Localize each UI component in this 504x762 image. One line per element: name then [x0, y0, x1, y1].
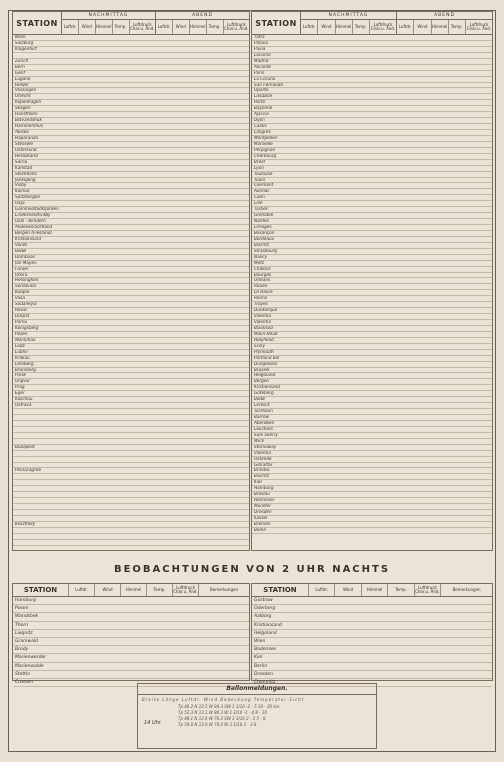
night-col-bemerkungen: Bemerkungen — [452, 586, 481, 592]
station-row — [252, 638, 492, 646]
station-name: Keszthely — [15, 521, 36, 526]
station-name: Reval — [15, 308, 27, 313]
station-name: Östersund — [15, 147, 37, 152]
col-luftdruck: Luftdr. — [156, 20, 173, 34]
station-name: Dresden — [254, 510, 272, 514]
station-name: Kiel — [254, 655, 263, 661]
station-name: Utsira — [15, 272, 28, 277]
station-name: Ungvar — [15, 379, 31, 384]
station-name: Gammelstadsfjorden — [15, 207, 59, 212]
station-name: Langres — [254, 130, 271, 134]
ballon-station: 14 Uhr — [144, 720, 161, 726]
col-himmel: Himmel — [190, 20, 207, 34]
station-name: Vardö — [15, 242, 28, 247]
station-name: Holyhead — [254, 337, 274, 342]
station-name: Posen — [15, 606, 29, 612]
station-name: Posen — [15, 331, 28, 336]
station-name: Caen — [254, 195, 265, 200]
station-name: Oslo - Blindern — [15, 219, 46, 224]
station-name: Oporto — [254, 88, 269, 93]
station-name: Kristiansand — [254, 622, 282, 628]
station-name: Strasbourg — [254, 248, 278, 253]
station-name: Lissabon — [254, 94, 273, 99]
station-name: Bourges — [254, 272, 272, 277]
station-name: Valentia — [254, 320, 271, 324]
col-luftdruck-char: Luftdruck Char.u. Änd. — [466, 21, 492, 31]
station-name: Stockholm — [15, 171, 38, 176]
nachmittag-label: NACHMITTAG — [301, 12, 396, 20]
station-name: Châlons — [254, 266, 271, 271]
station-name: Hamburg — [15, 598, 36, 603]
station-name: Bergen — [254, 379, 270, 384]
station-name: Dombaas — [15, 254, 35, 259]
station-row — [13, 671, 249, 679]
station-name: Prag — [15, 385, 25, 390]
station-header: STATION — [252, 12, 301, 34]
station-name: Bodø — [254, 397, 265, 402]
station-name: Tarbes — [254, 207, 268, 212]
station-name: Lyon — [254, 165, 264, 170]
station-row — [252, 597, 492, 605]
station-name: Alicante — [254, 64, 271, 69]
station-name: Tatra — [254, 35, 265, 39]
station-name: Stensele — [15, 141, 34, 146]
station-name: Ostrava — [15, 403, 32, 408]
station-name: Bremen — [254, 521, 271, 526]
station-row — [13, 663, 249, 671]
station-name: Brest — [254, 159, 265, 164]
night-col-station: STATION — [13, 584, 69, 596]
station-name: Hammershus — [15, 124, 43, 129]
station-row — [13, 630, 249, 638]
station-name: Crossen — [15, 679, 34, 685]
nachmittag-group — [301, 12, 397, 34]
night-col-char: Luftdruck Char.u. Änd. — [415, 584, 440, 594]
ballon-header: Breite Länge Luftdr. Wind Bedeckung Temperatur Sicht — [142, 697, 305, 702]
station-name: Nancy — [254, 254, 268, 259]
station-row — [252, 528, 492, 534]
station-name: Kiel — [254, 480, 262, 485]
col-wind: Wind — [79, 20, 96, 34]
night-table-right — [251, 583, 493, 685]
station-name: Lodz — [15, 343, 25, 348]
station-name: Lerwick — [254, 403, 270, 408]
station-name: Lille — [254, 201, 263, 206]
station-name: Tours — [254, 177, 266, 182]
station-name: Thorn — [15, 622, 29, 628]
station-name: Marienwalde — [15, 663, 44, 669]
night-header-left — [13, 584, 249, 597]
weather-sheet — [8, 10, 496, 752]
station-name: Abisko — [15, 130, 29, 134]
station-name: Dijon — [254, 118, 265, 123]
station-name: Scilly — [254, 343, 265, 348]
station-name: Madrid — [254, 58, 269, 63]
night-col-station: STATION — [252, 584, 309, 596]
station-name: Leuchars — [254, 426, 273, 431]
station-name: Pärnu — [15, 320, 28, 324]
station-name: Genf — [15, 70, 25, 75]
station-name: Biarritz — [254, 474, 270, 479]
station-name: Kristiansund — [15, 236, 41, 241]
station-name: Kristiansand — [254, 385, 280, 390]
station-name: Montpellier — [254, 135, 278, 140]
station-name: Blacksod — [254, 325, 273, 330]
station-row — [13, 638, 249, 646]
station-name: Aberdeen — [254, 420, 275, 425]
station-name: Bern — [15, 64, 25, 69]
station-name: Lublin — [15, 349, 28, 354]
station-name: Paris — [254, 70, 265, 75]
station-row — [13, 654, 249, 662]
ballon-title: Ballonmeldungen. — [138, 684, 376, 695]
col-himmel: Himmel — [96, 20, 113, 34]
ballon-line: Tp 46.2 N 12.5 W 84.3 SW 1 1/10 -2 - 5 10 - 20 km — [178, 704, 280, 709]
abend-group — [397, 12, 492, 34]
station-name: Kalmar — [15, 189, 30, 194]
station-name: San Fernando — [254, 82, 284, 87]
station-name: Kaschau — [15, 397, 33, 402]
ballon-line: Tp 54.0 N 13.0 W 74.0 W 3 1/10 3 - 3 8 — [178, 722, 257, 727]
station-name: Vlissingen — [15, 88, 37, 93]
station-name: Gibraltar — [254, 462, 273, 467]
station-name: Särna — [15, 159, 28, 164]
abend-label: ABEND — [397, 12, 492, 20]
station-name: Grenoble — [254, 213, 274, 218]
col-luftdruck-char: Luftdruck Char.u. Änd. — [370, 21, 396, 31]
col-luftdruck-char: Luftdruck Char.u. Änd. — [130, 21, 155, 31]
station-name: Sordavala — [15, 284, 36, 289]
station-name: Gramwald — [15, 638, 39, 644]
station-name: Besançon — [254, 230, 275, 235]
station-name: Pavia — [254, 46, 266, 51]
station-name: Porto — [254, 100, 266, 105]
night-col-luftdruck: Luftdr. — [69, 584, 95, 596]
station-name: Orléans — [254, 278, 271, 283]
station-name: Salzburg — [15, 40, 34, 45]
night-observations-title: BEOBACHTUNGEN VON 2 UHR NACHTS — [113, 564, 391, 575]
station-row — [13, 622, 249, 630]
station-name: Rouen — [254, 284, 268, 289]
station-name: Bordeaux — [254, 236, 275, 241]
station-name: Blåvandshuk — [15, 118, 42, 123]
station-name: Bergen (Flesland) — [15, 230, 53, 235]
col-luftdruck: Luftdr. — [301, 20, 318, 34]
station-name: Warschau — [15, 337, 36, 342]
station-name: Brindisi — [254, 468, 270, 473]
station-name: Bromberg — [15, 367, 36, 372]
station-name: Wick — [254, 438, 265, 443]
station-name: Zürich — [15, 58, 29, 63]
col-luftdruck: Luftdr. — [397, 20, 414, 34]
station-name: Liegnitz — [15, 630, 33, 636]
station-name: Malin Head — [254, 331, 278, 336]
right-station-rows — [252, 35, 492, 534]
station-name: Krakau — [15, 355, 30, 360]
station-name: Helgoland — [254, 373, 276, 378]
col-himmel: Himmel — [336, 20, 353, 34]
station-name: Kopenhagen — [15, 100, 42, 105]
station-name: Lemberg — [15, 361, 34, 366]
station-row — [13, 605, 249, 613]
station-name: Lugano — [15, 76, 31, 81]
station-name: Marienwerder — [15, 655, 47, 661]
station-header: STATION — [13, 12, 62, 34]
station-name: Bayonne — [254, 106, 273, 111]
station-name: Stettin — [15, 671, 31, 677]
station-name: Chemnitz — [254, 679, 276, 685]
station-name: Budapest — [15, 444, 35, 449]
station-name: Berlin — [254, 527, 267, 532]
station-name: Valentia — [254, 314, 271, 319]
station-name: Visby — [15, 183, 27, 188]
station-name: Tórshavn — [254, 409, 273, 414]
station-name: La Coruña — [254, 76, 276, 81]
station-name: Nantes — [254, 219, 269, 224]
left-station-rows — [13, 35, 249, 546]
col-himmel: Himmel — [432, 20, 449, 34]
abend-group — [156, 12, 249, 34]
station-name: Cherbourg — [254, 153, 277, 158]
station-name: Hannover — [254, 498, 275, 503]
station-row — [252, 654, 492, 662]
station-name: Wien — [254, 638, 266, 644]
night-rows-left — [13, 597, 249, 687]
station-name: Marseille — [254, 141, 273, 146]
station-name: Oderberg — [254, 606, 276, 612]
night-col-himmel: Himmel — [362, 584, 388, 596]
station-row — [252, 663, 492, 671]
station-name: Kassel — [254, 515, 268, 520]
station-name: Limoges — [254, 225, 272, 229]
station-row — [13, 646, 249, 654]
col-wind: Wind — [414, 20, 431, 34]
station-name: Portland Bill — [254, 355, 280, 360]
station-name: Berlin — [254, 663, 268, 669]
station-name: Toulouse — [254, 171, 273, 176]
station-name: Valentia — [254, 450, 271, 455]
station-name: Aalborg — [254, 614, 272, 620]
station-name: Pinsk — [15, 373, 26, 378]
station-name: Biarritz — [254, 242, 270, 247]
station-row — [252, 646, 492, 654]
night-col-luftdruck: Luftdr. — [309, 584, 335, 596]
station-name: Eger — [15, 391, 25, 396]
col-luftdruck-char: Luftdruck Char.u. Änd. — [224, 21, 249, 31]
station-name: Spitzbergen — [15, 195, 41, 200]
station-name: Wandsbek — [15, 614, 39, 620]
station-row — [13, 540, 249, 546]
nachmittag-label: NACHMITTAG — [62, 12, 155, 20]
night-col-temp: Temp. — [147, 584, 173, 596]
station-name: Vasa — [15, 296, 25, 301]
ballon-line: Tp 48.1 N 12.6 W 76.2 SW 3 3/10 2 - 3 5 - 8 — [178, 716, 266, 721]
station-name: Andenes/Sortland — [15, 225, 53, 229]
col-luftdruck: Luftdr. — [62, 20, 79, 34]
station-name: Ajaccio — [254, 112, 269, 117]
station-name: Hanstholm — [15, 112, 38, 117]
night-col-temp: Temp. — [388, 584, 414, 596]
station-row — [13, 597, 249, 605]
station-name: Plymouth — [254, 349, 274, 354]
ballon-reports-box — [137, 683, 377, 749]
station-name: Helgoland — [254, 630, 277, 636]
station-name: Dorpat — [15, 314, 30, 319]
station-name: Stornoway — [254, 444, 277, 449]
station-row — [13, 613, 249, 621]
station-name: Klagenfurt — [15, 46, 37, 51]
night-rows-right — [252, 597, 492, 687]
nachmittag-group — [62, 12, 156, 34]
col-temp: Temp. — [113, 20, 130, 34]
station-name: Calais — [254, 124, 267, 129]
col-temp: Temp. — [449, 20, 466, 34]
station-name: Göteborg — [254, 391, 274, 396]
night-col-himmel: Himmel — [121, 584, 147, 596]
station-name: Breslau — [254, 492, 270, 497]
night-table-left — [12, 583, 250, 685]
station-name: Karlstad — [15, 165, 33, 170]
station-name: Troyes — [254, 302, 268, 307]
station-name: Perpignan — [254, 147, 276, 152]
station-name: Ostende — [254, 456, 272, 461]
abend-label: ABEND — [156, 12, 249, 20]
station-name: Lindesnes/Kvitøy — [15, 213, 51, 218]
station-name: Aurillac — [254, 189, 270, 194]
station-name: Locarno — [254, 52, 271, 57]
station-name: Dungeness — [254, 361, 278, 366]
station-name: Pálava — [254, 40, 268, 45]
station-row — [252, 605, 492, 613]
station-name: Güstrow — [254, 598, 273, 603]
station-name: Helder — [15, 82, 29, 87]
station-name: Le Havre — [254, 290, 273, 295]
station-name: Helsingfors — [15, 278, 39, 283]
col-wind: Wind — [173, 20, 190, 34]
station-name: Clermont — [254, 183, 274, 188]
right-table — [251, 11, 493, 551]
station-name: Jan Mayen — [15, 260, 37, 265]
night-col-bemerkungen: Bemerkungen — [209, 586, 238, 592]
station-name: Dresden — [254, 671, 273, 677]
station-name: Bodø — [15, 248, 26, 253]
station-row — [252, 622, 492, 630]
station-name: Skagen — [15, 106, 31, 111]
left-table-header — [13, 12, 249, 35]
col-temp: Temp. — [353, 20, 370, 34]
station-name: Brody — [15, 647, 29, 653]
station-name: Sule Skerry — [254, 432, 278, 437]
station-name: Sodankylä — [15, 302, 37, 307]
night-col-wind: Wind — [95, 584, 121, 596]
left-table — [12, 11, 250, 551]
station-row — [252, 613, 492, 621]
station-name: Metz — [254, 260, 265, 265]
night-header-right — [252, 584, 492, 597]
ballon-line: Tp 52.3 N 13.1 W 88.3 W 1 2/10 -1 - 4 8 - 10 — [178, 710, 267, 715]
station-name: Barrow — [254, 415, 269, 419]
station-name: Jönköping — [15, 177, 36, 182]
right-table-header — [252, 12, 492, 35]
station-name: Kuopio — [15, 290, 30, 295]
station-name: Bodensee — [254, 647, 277, 653]
station-name: Hamburg — [254, 486, 274, 491]
station-name: Pecs/Zagreb — [15, 468, 42, 473]
station-name: Oxjo — [15, 201, 25, 206]
station-row — [252, 630, 492, 638]
station-name: Herödsand — [15, 153, 38, 158]
station-name: Münster — [254, 504, 272, 509]
station-name: Färöer — [15, 266, 29, 271]
col-temp: Temp. — [207, 20, 224, 34]
station-row — [252, 671, 492, 679]
station-name: Utrecht — [15, 94, 31, 99]
col-wind: Wind — [318, 20, 335, 34]
station-name: Haparanda — [15, 135, 39, 140]
night-col-wind: Wind — [335, 584, 361, 596]
station-name: Wien — [15, 35, 26, 39]
station-name: Reims — [254, 296, 267, 301]
station-name: Dunkerque — [254, 308, 278, 313]
station-name: Brüssel — [254, 367, 270, 372]
night-col-char: Luftdruck Char.u. Änd. — [173, 584, 198, 594]
station-name: Königsberg — [15, 325, 39, 330]
